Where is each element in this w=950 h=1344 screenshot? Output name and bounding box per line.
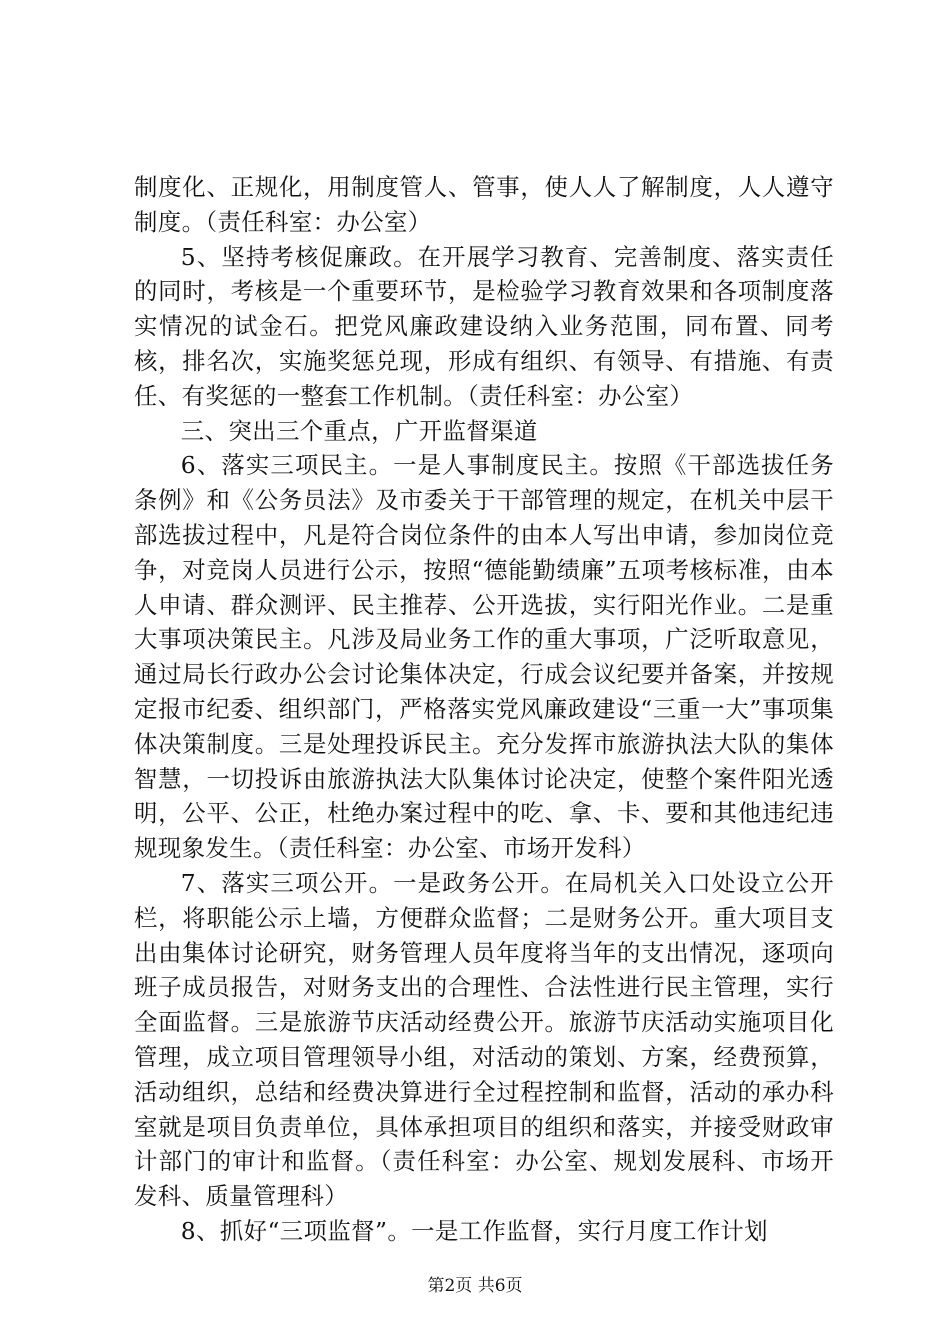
paragraph-item-8: 8、抓好“三项监督”。一是工作监督，实行月度工作计划 [180, 1216, 768, 1245]
paragraph-item-6: 6、落实三项民主。一是人事制度民主。按照《干部选拔任务条例》和《公务员法》及市委关于干部管理的规定，在机关中层干部选拔过程中，凡是符合岗位条件的由本人写出申请，参加岗位竞争，对竞岗人员进行公示，按照“德能勤绩廉”五项考核标准，由本人申请、群众测评、民主推荐、公开选拔，实行阳光作业。二是重大事项决策民主。凡涉及局业务工作的重大事项，广泛听取意见，通过局长行政办公会讨论集体决定，行成会议纪要并备案，并按规定报市纪委、组织部门，严格落实党风廉政建设“三重一大”事项集体决策制度。三是处理投诉民主。充分发挥市旅游执法大队的集体智慧，一切投诉由旅游执法大队集体讨论决定，使整个案件阳光透明，公平、公正，杜绝办案过程中的吃、拿、卡、要和其他违纪违规现象发生。（责任科室：办公室、市场开发科） [134, 451, 834, 863]
section-heading-3: 三、突出三个重点，广开监督渠道 [180, 416, 538, 445]
paragraph-item-7: 7、落实三项公开。一是政务公开。在局机关入口处设立公开栏，将职能公示上墙，方便群众监督；二是财务公开。重大项目支出由集体讨论研究，财务管理人员年度将当年的支出情况，逐项向班子成员报告，对财务支出的合理性、合法性进行民主管理，实行全面监督。三是旅游节庆活动经费公开。旅游节庆活动实施项目化管理，成立项目管理领导小组，对活动的策划、方案，经费预算，活动组织，总结和经费决算进行全过程控制和监督，活动的承办科室就是项目负责单位，具体承担项目的组织和落实，并接受财政审计部门的审计和监督。（责任科室：办公室、规划发展科、市场开发科、质量管理科） [134, 868, 834, 1211]
page-footer [0, 1275, 950, 1297]
document-body [134, 170, 834, 1249]
page-number-label: 第2页 共6页 [427, 1276, 523, 1296]
paragraph-continuation: 制度化、正规化，用制度管人、管事，使人人了解制度，人人遵守制度。（责任科室：办公室） [134, 173, 834, 236]
paragraph-item-5: 5、坚持考核促廉政。在开展学习教育、完善制度、落实责任的同时，考核是一个重要环节，是检验学习教育效果和各项制度落实情况的试金石。把党风廉政建设纳入业务范围，同布置、同考核，排名次，实施奖惩兑现，形成有组织、有领导、有措施、有责任、有奖惩的一整套工作机制。（责任科室：办公室） [134, 242, 834, 410]
